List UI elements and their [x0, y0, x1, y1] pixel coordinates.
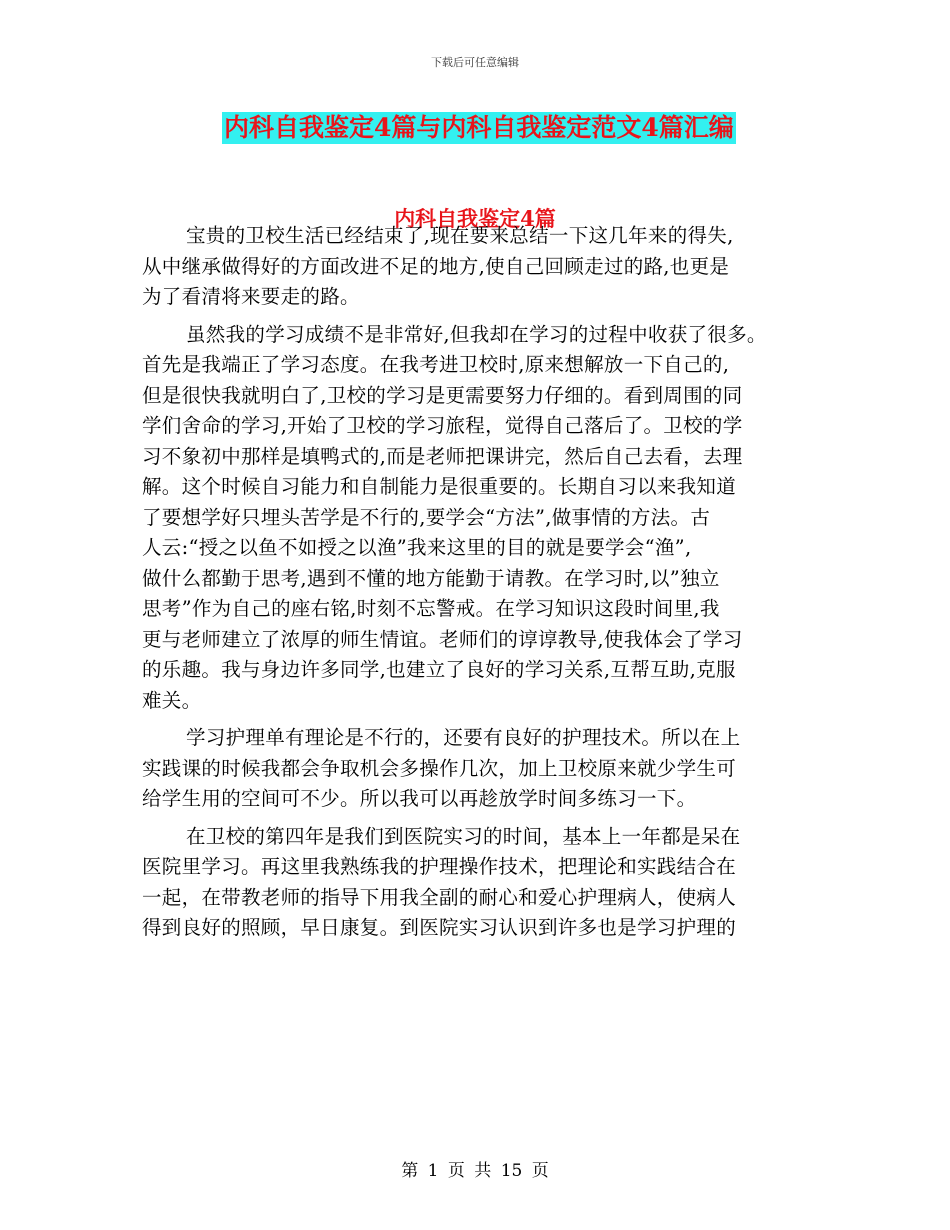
paragraph-4: [142, 822, 832, 944]
text-line: 虽然我的学习成绩不是非常好,但我却在学习的过程中收获了很多。: [186, 322, 767, 346]
text-line: 得到良好的照顾，早日康复。到医院实习认识到许多也是学习护理的: [142, 916, 737, 939]
text-line: 思考”作为自己的座右铭,时刻不忘警戒。在学习知识这段时间里,我: [142, 597, 720, 620]
paragraph-1: [142, 221, 832, 313]
text-line: 更与老师建立了浓厚的师生情谊。老师们的谆谆教导,使我体会了学习: [142, 627, 743, 651]
paragraph-2: [142, 320, 832, 717]
text-line: 习不象初中那样是填鸭式的,而是老师把课讲完，然后自己去看，去理: [142, 444, 743, 468]
text-line: 做什么都勤于思考,遇到不懂的地方能勤于请教。在学习时,以”独立: [142, 566, 720, 590]
paragraph-3: [142, 723, 832, 815]
text-line: 学们舍命的学习,开始了卫校的学习旅程，觉得自己落后了。卫校的学: [142, 414, 743, 437]
text-line: 一起，在带教老师的指导下用我全副的耐心和爱心护理病人，使病人: [142, 885, 737, 909]
text-line: 解。这个时候自习能力和自制能力是很重要的。长期自习以来我知道: [142, 475, 737, 498]
document-title: 内科自我鉴定4篇与内科自我鉴定范文4篇汇编: [224, 113, 734, 142]
text-line: 从中继承做得好的方面改进不足的地方,使自己回顾走过的路,也更是: [142, 254, 730, 278]
text-line: 医院里学习。再这里我熟练我的护理操作技术，把理论和实践结合在: [142, 855, 737, 878]
text-line: 但是很快我就明白了,卫校的学习是更需要努力仔细的。看到周围的同: [142, 383, 743, 407]
page-footer: 第 1 页 共 15 页: [401, 1161, 549, 1181]
body-text: [142, 221, 832, 944]
text-line: 首先是我端正了学习态度。在我考进卫校时,原来想解放一下自己的,: [142, 353, 730, 376]
text-line: 为了看清将来要走的路。: [142, 285, 360, 308]
text-line: 给学生用的空间可不少。所以我可以再趁放学时间多练习一下。: [142, 787, 697, 810]
text-line: 的乐趣。我与身边许多同学,也建立了良好的学习关系,互帮互助,克服: [142, 658, 736, 681]
text-line: 宝贵的卫校生活已经结束了,现在要来总结一下这几年来的得失,: [186, 224, 734, 247]
text-line: 实践课的时候我都会争取机会多操作几次，加上卫校原来就少学生可: [142, 756, 737, 780]
text-line: 人云:“授之以鱼不如授之以渔”我来这里的目的就是要学会“渔”,: [142, 536, 692, 559]
text-line: 学习护理单有理论是不行的，还要有良好的护理技术。所以在上: [186, 726, 741, 749]
section-title: 内科自我鉴定4篇: [394, 206, 556, 231]
text-line: 了要想学好只埋头苦学是不行的,要学会“方法”,做事情的方法。古: [142, 505, 711, 529]
text-line: 难关。: [142, 688, 202, 712]
header-note: 下载后可任意编辑: [431, 56, 519, 69]
text-line: 在卫校的第四年是我们到医院实习的时间，基本上一年都是呆在: [186, 824, 741, 848]
